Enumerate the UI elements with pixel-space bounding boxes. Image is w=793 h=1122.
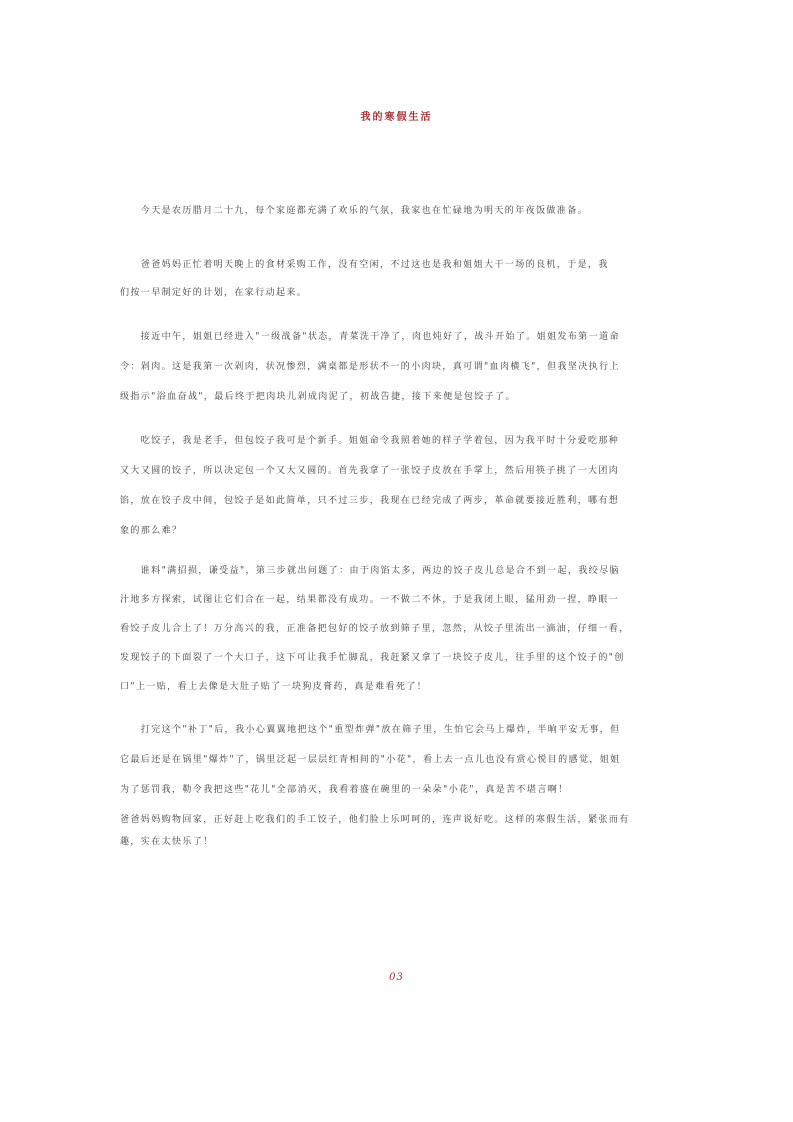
text-line: 为了惩罚我，勒令我把这些"花儿"全部消灭，我看着盛在碗里的一朵朵"小花"，真是苦不堪言啊！ bbox=[120, 785, 569, 795]
page-title: 我的寒假生活 bbox=[360, 112, 433, 123]
paragraph-7 bbox=[120, 809, 672, 853]
text-line: 发现饺子的下面裂了一个大口子，这下可让我手忙脚乱，我赶紧又拿了一块饺子皮儿，往手里的这个饺子的"创 bbox=[120, 653, 625, 663]
text-line: 级指示"浴血奋战"，最后终于把肉块儿剁成肉泥了，初战告捷，接下来便是包饺子了。 bbox=[120, 392, 516, 402]
paragraph-3 bbox=[120, 322, 672, 412]
paragraph-6 bbox=[120, 715, 672, 805]
text-line: 汁地多方探索，试图让它们合在一起，结果都没有成功。一不做二不休，于是我闭上眼，猛用劲一捏，睁眼一 bbox=[120, 595, 620, 605]
text-line: 今天是农历腊月二十九，每个家庭都充满了欢乐的气氛，我家也在忙碌地为明天的年夜饭做准备。 bbox=[120, 206, 589, 216]
paragraph-4 bbox=[120, 426, 672, 546]
text-line: 又大又圆的饺子，所以决定包一个又大又圆的。首先我拿了一张饺子皮放在手掌上，然后用筷子挑了一大团肉 bbox=[120, 466, 620, 476]
text-line: 它最后还是在锅里"爆炸"了，锅里泛起一层层红青相间的"小花"，看上去一点儿也没有赏心悦目的感觉，姐姐 bbox=[120, 755, 621, 765]
text-line: 吃饺子，我是老手，但包饺子我可是个新手。姐姐命令我照着她的样子学着包，因为我平时十分爱吃那种 bbox=[120, 436, 620, 446]
text-line: 看饺子皮儿合上了！万分高兴的我，正准备把包好的饺子放到筛子里，忽然，从饺子里流出一滴油，仔细一看， bbox=[120, 624, 630, 634]
text-line: 口"上一贴，看上去像是大肚子贴了一块狗皮膏药，真是难看死了！ bbox=[120, 682, 428, 692]
text-line: 趣，实在太快乐了！ bbox=[120, 837, 214, 847]
text-line: 爸爸妈妈购物回家，正好赶上吃我们的手工饺子，他们脸上乐呵呵的，连声说好吃。这样的寒假生活，紧张而有 bbox=[120, 815, 630, 825]
paragraph-2 bbox=[120, 251, 672, 307]
paragraph-1 bbox=[120, 203, 672, 216]
text-line: 爸爸妈妈正忙着明天晚上的食材采购工作，没有空闲，不过这也是我和姐姐大干一场的良机，于是，我 bbox=[120, 260, 609, 270]
text-line: 接近中午，姐姐已经进入"一级战备"状态，青菜洗干净了，肉也炖好了，战斗开始了。姐姐发布第一道命 bbox=[120, 332, 620, 342]
page-number: 03 bbox=[389, 972, 404, 983]
paragraph-5 bbox=[120, 557, 672, 702]
text-line: 打完这个"补丁"后，我小心翼翼地把这个"重型炸弹"放在筛子里，生怕它会马上爆炸，半晌平安无事，但 bbox=[120, 725, 621, 735]
text-line: 谁料"满招损，谦受益"，第三步就出问题了：由于肉馅太多，两边的饺子皮儿总是合不到一起，我绞尽脑 bbox=[120, 566, 620, 576]
text-line: 象的那么难？ bbox=[120, 526, 183, 536]
text-line: 馅，放在饺子皮中间，包饺子是如此简单，只不过三步，我现在已经完成了两步，革命就要接近胜利，哪有想 bbox=[120, 496, 620, 506]
text-line: 令：剁肉。这是我第一次剁肉，状况惨烈，满桌都是形状不一的小肉块，真可谓"血肉横飞"，但我坚决执行上 bbox=[120, 362, 620, 372]
text-line: 们按一早制定好的计划，在家行动起来。 bbox=[120, 288, 308, 298]
